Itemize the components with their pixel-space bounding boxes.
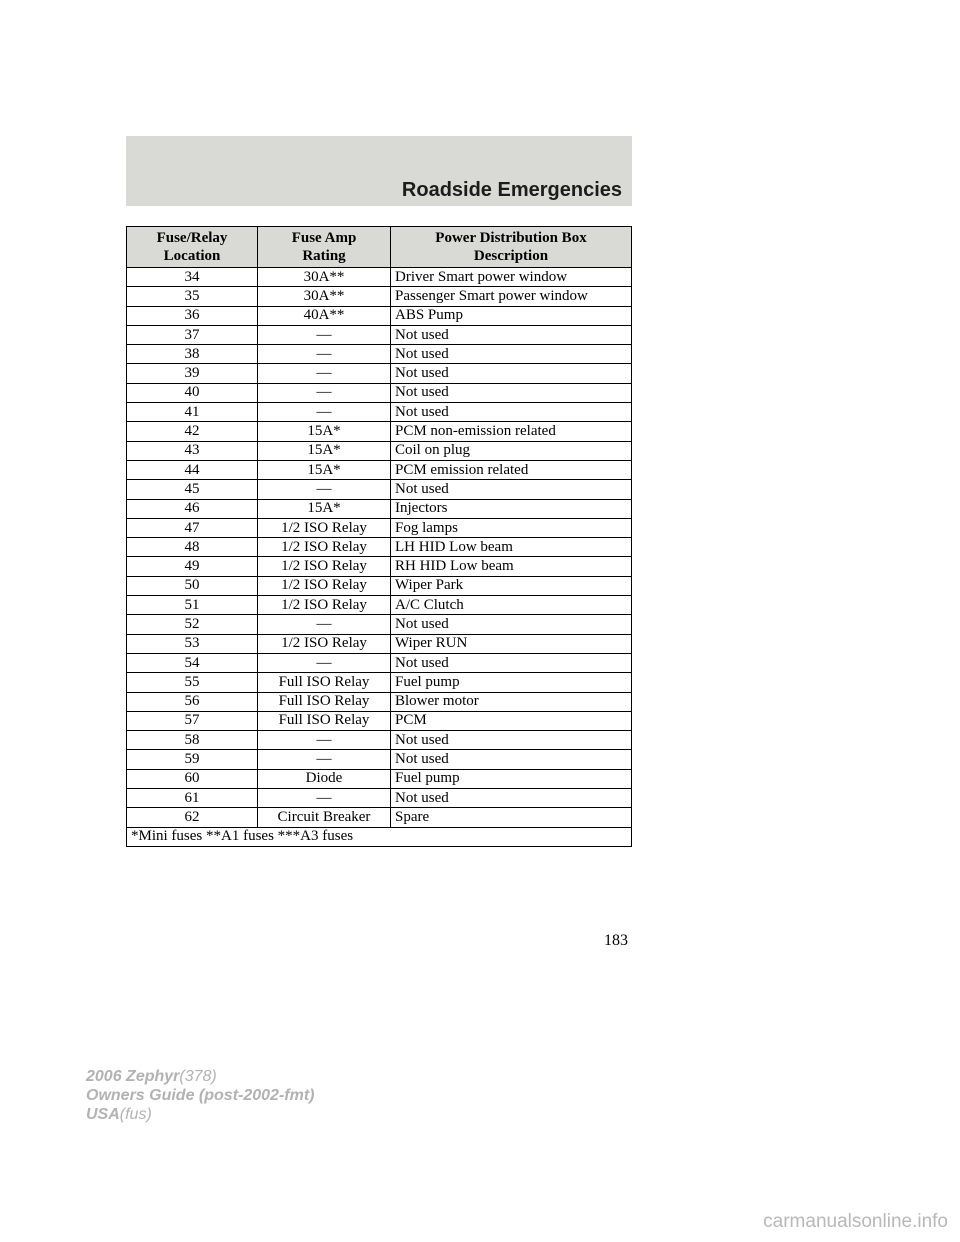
table-row (127, 653, 632, 672)
table-row (127, 789, 632, 808)
cell-amp-rating: 30A** (258, 287, 391, 306)
table-row (127, 268, 632, 287)
doc-info-line-1 (86, 1067, 314, 1086)
table-row (127, 634, 632, 653)
column-header-location-line1: Fuse/Relay (156, 230, 228, 246)
cell-amp-rating: 15A* (258, 441, 391, 460)
cell-location: 39 (127, 364, 258, 383)
table-row (127, 557, 632, 576)
column-header-description-line1: Power Distribution Box (435, 230, 587, 246)
table-row (127, 518, 632, 537)
cell-location: 53 (127, 634, 258, 653)
cell-description: RH HID Low beam (391, 557, 632, 576)
cell-amp-rating: Diode (258, 769, 391, 788)
cell-amp-rating: 15A* (258, 460, 391, 479)
doc-model: 2006 Zephyr (86, 1068, 180, 1085)
cell-description: Not used (391, 789, 632, 808)
table-row (127, 538, 632, 557)
cell-location: 56 (127, 692, 258, 711)
cell-location: 51 (127, 596, 258, 615)
cell-location: 57 (127, 711, 258, 730)
doc-guide-format: Owners Guide (post-2002-fmt) (86, 1087, 315, 1104)
cell-location: 52 (127, 615, 258, 634)
cell-amp-rating: — (258, 615, 391, 634)
cell-amp-rating: — (258, 653, 391, 672)
cell-location: 36 (127, 306, 258, 325)
cell-location: 58 (127, 731, 258, 750)
cell-amp-rating: Circuit Breaker (258, 808, 391, 827)
table-row (127, 441, 632, 460)
table-row (127, 769, 632, 788)
table-row (127, 364, 632, 383)
cell-location: 61 (127, 789, 258, 808)
doc-model-code: (378) (179, 1068, 217, 1085)
table-row (127, 673, 632, 692)
cell-location: 44 (127, 460, 258, 479)
cell-amp-rating: Full ISO Relay (258, 692, 391, 711)
fuse-relay-table (126, 226, 632, 847)
cell-description: LH HID Low beam (391, 538, 632, 557)
doc-market-code: (fus) (119, 1106, 152, 1123)
cell-amp-rating: 1/2 ISO Relay (258, 596, 391, 615)
table-row (127, 808, 632, 827)
cell-description: Fuel pump (391, 673, 632, 692)
column-header-location (127, 227, 258, 268)
table-row (127, 422, 632, 441)
cell-amp-rating: — (258, 403, 391, 422)
cell-location: 47 (127, 518, 258, 537)
cell-description: Driver Smart power window (391, 268, 632, 287)
cell-description: Wiper RUN (391, 634, 632, 653)
cell-amp-rating: — (258, 325, 391, 344)
cell-description: Not used (391, 364, 632, 383)
cell-description: Not used (391, 383, 632, 402)
cell-location: 40 (127, 383, 258, 402)
cell-amp-rating: — (258, 789, 391, 808)
cell-amp-rating: 40A** (258, 306, 391, 325)
doc-info-line-3 (86, 1105, 314, 1124)
cell-amp-rating: Full ISO Relay (258, 673, 391, 692)
table-row (127, 692, 632, 711)
cell-location: 43 (127, 441, 258, 460)
cell-description: A/C Clutch (391, 596, 632, 615)
cell-description: PCM non-emission related (391, 422, 632, 441)
cell-location: 42 (127, 422, 258, 441)
cell-description: Not used (391, 615, 632, 634)
cell-description: Passenger Smart power window (391, 287, 632, 306)
cell-description: Fog lamps (391, 518, 632, 537)
cell-amp-rating: 30A** (258, 268, 391, 287)
cell-amp-rating: — (258, 364, 391, 383)
cell-location: 50 (127, 576, 258, 595)
cell-amp-rating: 1/2 ISO Relay (258, 518, 391, 537)
cell-amp-rating: 15A* (258, 422, 391, 441)
cell-amp-rating: — (258, 731, 391, 750)
cell-location: 59 (127, 750, 258, 769)
cell-location: 35 (127, 287, 258, 306)
column-header-amp-rating (258, 227, 391, 268)
table-footnote-row (127, 827, 632, 846)
cell-description: Injectors (391, 499, 632, 518)
cell-amp-rating: — (258, 383, 391, 402)
table-row (127, 731, 632, 750)
cell-description: Blower motor (391, 692, 632, 711)
page-number: 183 (604, 932, 628, 949)
cell-amp-rating: — (258, 750, 391, 769)
cell-location: 45 (127, 480, 258, 499)
table-row (127, 596, 632, 615)
table-row (127, 383, 632, 402)
cell-amp-rating: — (258, 345, 391, 364)
section-header-band (126, 136, 632, 206)
cell-location: 48 (127, 538, 258, 557)
table-row (127, 403, 632, 422)
cell-description: Coil on plug (391, 441, 632, 460)
cell-location: 54 (127, 653, 258, 672)
table-row (127, 750, 632, 769)
cell-location: 60 (127, 769, 258, 788)
cell-amp-rating: 1/2 ISO Relay (258, 576, 391, 595)
column-header-description-line2: Description (473, 248, 549, 264)
cell-description: Not used (391, 653, 632, 672)
cell-description: Not used (391, 480, 632, 499)
table-row (127, 615, 632, 634)
cell-description: ABS Pump (391, 306, 632, 325)
cell-amp-rating: 15A* (258, 499, 391, 518)
cell-amp-rating: Full ISO Relay (258, 711, 391, 730)
table-row (127, 287, 632, 306)
cell-location: 62 (127, 808, 258, 827)
cell-location: 55 (127, 673, 258, 692)
cell-location: 34 (127, 268, 258, 287)
table-header-row (127, 227, 632, 268)
cell-location: 46 (127, 499, 258, 518)
doc-info-line-2 (86, 1086, 314, 1105)
table-row (127, 711, 632, 730)
cell-description: Not used (391, 750, 632, 769)
watermark-text: carmanualsonline.info (763, 1211, 948, 1232)
table-row (127, 325, 632, 344)
table-row (127, 460, 632, 479)
table-row (127, 480, 632, 499)
cell-amp-rating: — (258, 480, 391, 499)
table-row (127, 576, 632, 595)
cell-description: Not used (391, 325, 632, 344)
table-row (127, 306, 632, 325)
column-header-location-line2: Location (163, 248, 221, 264)
cell-amp-rating: 1/2 ISO Relay (258, 557, 391, 576)
section-title: Roadside Emergencies (401, 179, 622, 201)
cell-description: Not used (391, 345, 632, 364)
cell-description: PCM (391, 711, 632, 730)
column-header-description (391, 227, 632, 268)
cell-location: 37 (127, 325, 258, 344)
cell-description: Not used (391, 731, 632, 750)
cell-location: 49 (127, 557, 258, 576)
cell-location: 41 (127, 403, 258, 422)
cell-amp-rating: 1/2 ISO Relay (258, 634, 391, 653)
table-row (127, 345, 632, 364)
cell-description: Fuel pump (391, 769, 632, 788)
table-body (127, 268, 632, 828)
table-row (127, 499, 632, 518)
document-info (86, 1067, 314, 1124)
cell-description: Wiper Park (391, 576, 632, 595)
doc-market: USA (86, 1106, 120, 1123)
cell-amp-rating: 1/2 ISO Relay (258, 538, 391, 557)
cell-location: 38 (127, 345, 258, 364)
table-footnote: *Mini fuses **A1 fuses ***A3 fuses (127, 827, 632, 846)
cell-description: Not used (391, 403, 632, 422)
column-header-amp-line1: Fuse Amp (291, 230, 357, 246)
cell-description: PCM emission related (391, 460, 632, 479)
cell-description: Spare (391, 808, 632, 827)
column-header-amp-line2: Rating (302, 248, 346, 264)
